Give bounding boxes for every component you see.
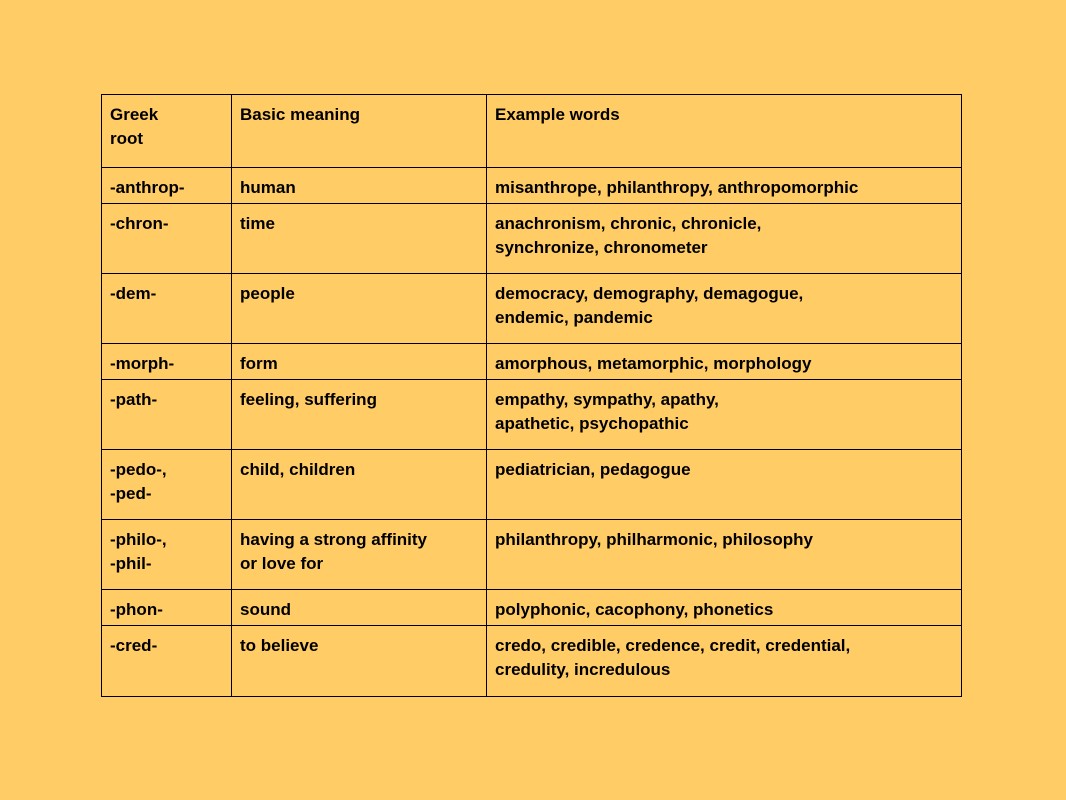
table-row	[102, 520, 962, 590]
meaning-cell: form	[232, 344, 487, 380]
meaning-cell: time	[232, 204, 487, 274]
table-row	[102, 168, 962, 204]
header-example-words: Example words	[487, 95, 962, 168]
examples-cell: democracy, demography, demagogue, endemic, pandemic	[487, 274, 962, 344]
meaning-cell: feeling, suffering	[232, 380, 487, 450]
header-basic-meaning: Basic meaning	[232, 95, 487, 168]
meaning-cell: to believe	[232, 626, 487, 697]
root-cell: -pedo-, -ped-	[102, 450, 232, 520]
root-cell: -anthrop-	[102, 168, 232, 204]
root-cell: -dem-	[102, 274, 232, 344]
table-row	[102, 204, 962, 274]
table-row	[102, 274, 962, 344]
table-row	[102, 626, 962, 697]
examples-cell: polyphonic, cacophony, phonetics	[487, 590, 962, 626]
meaning-cell: having a strong affinity or love for	[232, 520, 487, 590]
meaning-cell: people	[232, 274, 487, 344]
examples-cell: empathy, sympathy, apathy, apathetic, psychopathic	[487, 380, 962, 450]
root-cell: -chron-	[102, 204, 232, 274]
greek-roots-table	[101, 94, 962, 697]
root-cell: -path-	[102, 380, 232, 450]
table-header-row	[102, 95, 962, 168]
examples-cell: philanthropy, philharmonic, philosophy	[487, 520, 962, 590]
table-row	[102, 450, 962, 520]
root-cell: -morph-	[102, 344, 232, 380]
header-greek-root: Greek root	[102, 95, 232, 168]
root-cell: -cred-	[102, 626, 232, 697]
root-cell: -phon-	[102, 590, 232, 626]
table-body	[102, 95, 962, 697]
examples-cell: credo, credible, credence, credit, credential, credulity, incredulous	[487, 626, 962, 697]
table-row	[102, 590, 962, 626]
examples-cell: amorphous, metamorphic, morphology	[487, 344, 962, 380]
examples-cell: pediatrician, pedagogue	[487, 450, 962, 520]
examples-cell: misanthrope, philanthropy, anthropomorphic	[487, 168, 962, 204]
table-row	[102, 344, 962, 380]
meaning-cell: child, children	[232, 450, 487, 520]
meaning-cell: sound	[232, 590, 487, 626]
table-row	[102, 380, 962, 450]
examples-cell: anachronism, chronic, chronicle, synchronize, chronometer	[487, 204, 962, 274]
root-cell: -philo-, -phil-	[102, 520, 232, 590]
meaning-cell: human	[232, 168, 487, 204]
